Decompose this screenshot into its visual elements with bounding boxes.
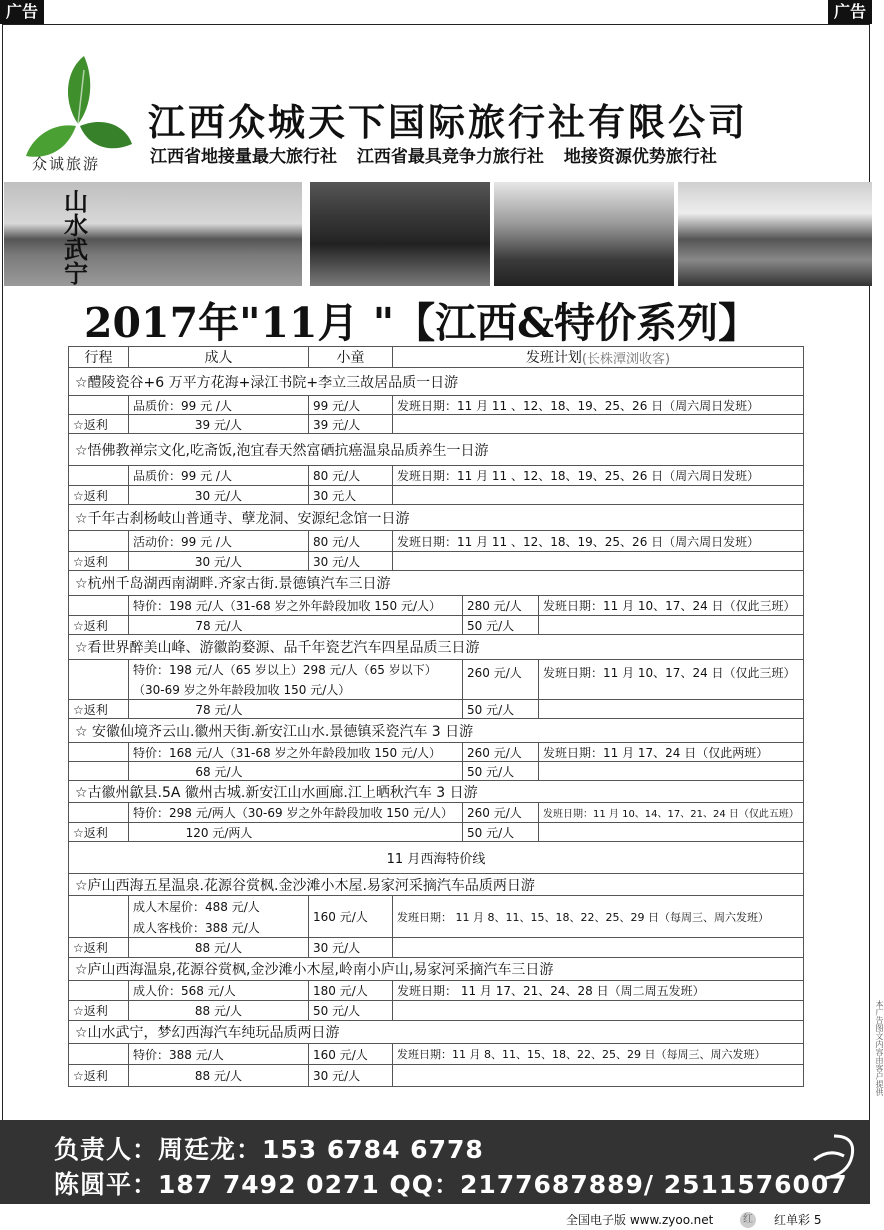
blank-cell bbox=[539, 823, 803, 841]
blank-cell bbox=[309, 700, 463, 718]
rebate-label: ☆返利 bbox=[69, 415, 129, 433]
blank-cell bbox=[309, 616, 463, 634]
tour-title: ☆庐山西海五星温泉.花源谷赏枫.金沙滩小木屋.易家河采摘汽车品质两日游 bbox=[75, 877, 535, 894]
price-row bbox=[68, 531, 804, 552]
blank-cell bbox=[69, 762, 129, 780]
tour-title-row bbox=[68, 434, 804, 466]
tour-title: ☆千年古刹杨岐山普通寺、孽龙洞、安源纪念馆一日游 bbox=[75, 510, 410, 527]
adult-price: 特价：198 元/人（31-68 岁之外年龄段加收 150 元/人） bbox=[129, 596, 463, 615]
rebate-label: ☆返利 bbox=[69, 552, 129, 570]
rebate-label: ☆返利 bbox=[69, 486, 129, 504]
schedule: 发班日期：11 月 10、17、24 日（仅此三班） bbox=[543, 666, 796, 680]
tour-title: ☆ 安徽仙境齐云山.徽州天街.新安江山水.景德镇采瓷汽车 3 日游 bbox=[75, 723, 474, 740]
tour-title-row bbox=[68, 719, 804, 743]
blank-cell bbox=[69, 396, 129, 414]
rebate-adult: 30 元/人 bbox=[129, 486, 309, 504]
rebate-adult: 88 元/人 bbox=[129, 1065, 309, 1086]
logo-text: 众诚旅游 bbox=[32, 155, 101, 173]
child-price: 160 元/人 bbox=[309, 1044, 393, 1064]
price-row bbox=[68, 466, 804, 486]
price-row bbox=[68, 396, 804, 415]
rebate-adult: 88 元/人 bbox=[129, 1001, 309, 1020]
tour-title-row bbox=[68, 368, 804, 396]
side-note: 本广告图文内容由客户提供 bbox=[875, 1000, 884, 1096]
tour-title-row bbox=[68, 1021, 804, 1044]
child-price: 260 元/人 bbox=[463, 743, 539, 761]
adult-price: 品质价：99 元 /人 bbox=[129, 466, 309, 485]
schedule: 发班日期：11 月 11 、12、18、19、25、26 日（周六周日发班） bbox=[397, 469, 760, 483]
rebate-label: ☆返利 bbox=[69, 700, 129, 718]
adult-price-line1: 特价：198 元/人（65 岁以上）298 元/人（65 岁以下） bbox=[133, 663, 437, 677]
contact-line-2: 陈圆平：187 7492 0271 QQ：2177687889/ 2511576007 bbox=[54, 1170, 848, 1199]
blank-cell bbox=[309, 762, 463, 780]
rebate-child: 50 元/人 bbox=[463, 700, 539, 718]
blank-cell bbox=[393, 938, 803, 957]
header-child: 小童 bbox=[309, 347, 393, 367]
adult-price-line2: （30-69 岁之外年龄段加收 150 元/人） bbox=[133, 683, 351, 697]
contact-footer bbox=[0, 1120, 870, 1204]
photo-mountain bbox=[494, 182, 674, 286]
rebate-adult: 120 元/两人 bbox=[185, 825, 253, 840]
tour-title: ☆山水武宁，梦幻西海汽车纯玩品质两日游 bbox=[75, 1025, 340, 1041]
rebate-row bbox=[68, 552, 804, 571]
child-price: 80 元/人 bbox=[309, 531, 393, 551]
child-price: 160 元/人 bbox=[309, 896, 393, 937]
table-header bbox=[68, 346, 804, 368]
adult-price: 特价：298 元/两人（30-69 岁之外年龄段加收 150 元/人） bbox=[129, 803, 463, 822]
child-price: 180 元/人 bbox=[309, 981, 393, 1000]
schedule: 发班日期： 11 月 8、11、15、18、22、25、29 日（每周三、周六发班） bbox=[397, 910, 769, 924]
header-route: 行程 bbox=[69, 347, 129, 367]
rebate-child: 50 元/人 bbox=[463, 762, 539, 780]
ad-label-right: 广告 bbox=[828, 0, 872, 24]
rebate-row bbox=[68, 700, 804, 719]
rebate-child: 30 元/人 bbox=[309, 1065, 393, 1086]
tour-title-row bbox=[68, 958, 804, 981]
tour-title-row bbox=[68, 874, 804, 896]
tour-title: ☆醴陵瓷谷+6 万平方花海+渌江书院+李立三故居品质一日游 bbox=[75, 374, 459, 391]
blank-cell bbox=[69, 1044, 129, 1064]
schedule: 发班日期：11 月 8、11、15、18、22、25、29 日（每周三、周六发班） bbox=[397, 1048, 766, 1061]
blank-cell bbox=[393, 486, 803, 504]
schedule: 发班日期：11 月 17、24 日（仅此两班） bbox=[543, 745, 769, 760]
rebate-adult: 68 元/人 bbox=[195, 764, 243, 779]
adult-price: 特价：388 元/人 bbox=[129, 1044, 309, 1064]
child-price: 260 元/人 bbox=[463, 660, 539, 699]
header-schedule-label: 发班计划 bbox=[525, 350, 582, 366]
price-row bbox=[68, 1044, 804, 1065]
rebate-row bbox=[68, 1065, 804, 1087]
blank-cell bbox=[393, 415, 803, 433]
schedule: 发班日期：11 月 11 、12、18、19、25、26 日（周六周日发班） bbox=[397, 398, 760, 413]
tour-title: ☆看世界醉美山峰、游徽韵婺源、品千年瓷艺汽车四星品质三日游 bbox=[75, 640, 480, 656]
schedule: 发班日期：11 月 10、14、17、21、24 日（仅此五班） bbox=[543, 809, 799, 820]
header-adult: 成人 bbox=[129, 347, 309, 367]
child-price: 260 元/人 bbox=[463, 803, 539, 822]
price-row bbox=[68, 660, 804, 700]
red-badge-icon: 红 bbox=[740, 1212, 756, 1228]
rebate-row bbox=[68, 823, 804, 842]
rebate-child: 50 元/人 bbox=[309, 1001, 393, 1020]
swirl-icon bbox=[804, 1130, 864, 1190]
price-row bbox=[68, 596, 804, 616]
photo-lake bbox=[4, 182, 302, 286]
rebate-adult: 78 元/人 bbox=[195, 702, 243, 717]
adult-price: 活动价：99 元 /人 bbox=[129, 531, 309, 551]
rebate-adult: 78 元/人 bbox=[195, 618, 243, 633]
website[interactable]: 全国电子版 www.zyoo.net bbox=[566, 1213, 714, 1227]
schedule: 发班日期： 11 月 17、21、24、28 日（周二周五发班） bbox=[397, 984, 705, 998]
blank-cell bbox=[69, 981, 129, 1000]
blank-cell bbox=[69, 803, 129, 822]
adult-price: 品质价：99 元 /人 bbox=[129, 396, 309, 414]
blank-cell bbox=[69, 596, 129, 615]
contact-line-1: 负责人：周廷龙：153 6784 6778 bbox=[54, 1135, 484, 1164]
header-schedule bbox=[393, 347, 803, 367]
child-price: 80 元/人 bbox=[309, 466, 393, 485]
price-row bbox=[68, 743, 804, 762]
company-name: 江西众城天下国际旅行社有限公司 bbox=[148, 100, 748, 144]
rebate-adult: 30 元/人 bbox=[129, 552, 309, 570]
tour-title: ☆庐山西海温泉,花源谷赏枫,金沙滩小木屋,岭南小庐山,易家河采摘汽车三日游 bbox=[75, 962, 554, 978]
rebate-child: 30 元/人 bbox=[309, 938, 393, 957]
rebate-row bbox=[68, 762, 804, 781]
blank-cell bbox=[539, 762, 803, 780]
blank-cell bbox=[393, 1065, 803, 1086]
page-number: 红单彩 5 bbox=[774, 1213, 822, 1227]
price-row bbox=[68, 981, 804, 1001]
rebate-child: 50 元/人 bbox=[463, 616, 539, 634]
photo-strip bbox=[4, 182, 872, 286]
adult-price-line2: 成人客栈价：388 元/人 bbox=[133, 920, 260, 935]
blank-cell bbox=[393, 1001, 803, 1020]
adult-price-line1: 成人木屋价：488 元/人 bbox=[133, 899, 260, 914]
blank-cell bbox=[393, 552, 803, 570]
adult-price bbox=[129, 896, 309, 937]
blank-cell bbox=[69, 896, 129, 937]
schedule: 发班日期：11 月 10、17、24 日（仅此三班） bbox=[543, 599, 796, 613]
schedule: 发班日期：11 月 11 、12、18、19、25、26 日（周六周日发班） bbox=[397, 534, 760, 549]
rebate-child: 39 元/人 bbox=[309, 415, 393, 433]
tour-title: ☆杭州千岛湖西南湖畔.齐家古街.景德镇汽车三日游 bbox=[75, 576, 391, 592]
rebate-label: ☆返利 bbox=[69, 1065, 129, 1086]
rebate-row bbox=[68, 486, 804, 505]
tour-title-row bbox=[68, 505, 804, 531]
tour-title: ☆悟佛教禅宗文化,吃斋饭,泡宜春天然富硒抗癌温泉品质养生一日游 bbox=[75, 442, 489, 459]
ad-label-left: 广告 bbox=[0, 0, 44, 24]
adult-price: 特价：168 元/人（31-68 岁之外年龄段加收 150 元/人） bbox=[129, 743, 463, 761]
header-schedule-note: (长株潭浏收客) bbox=[581, 351, 671, 367]
rebate-row bbox=[68, 616, 804, 635]
blank-cell bbox=[69, 660, 129, 699]
tour-title-row bbox=[68, 571, 804, 596]
rebate-adult: 39 元/人 bbox=[129, 415, 309, 433]
blank-cell bbox=[69, 743, 129, 761]
rebate-label: ☆返利 bbox=[69, 823, 129, 841]
headline: 2017年"11月 "【江西&特价系列】 bbox=[84, 299, 760, 347]
photo-river bbox=[678, 182, 872, 286]
rebate-row bbox=[68, 1001, 804, 1021]
rebate-child: 30 元/人 bbox=[309, 552, 393, 570]
blank-cell bbox=[539, 616, 803, 634]
section-label: 11 月西海特价线 bbox=[386, 852, 486, 867]
rebate-adult: 88 元/人 bbox=[129, 938, 309, 957]
blank-cell bbox=[69, 466, 129, 485]
blank-cell bbox=[69, 531, 129, 551]
tour-table bbox=[68, 346, 804, 1087]
rebate-child: 30 元人 bbox=[309, 486, 393, 504]
rebate-row bbox=[68, 415, 804, 434]
photo-street bbox=[310, 182, 490, 286]
tour-title: ☆古徽州歙县.5A 徽州古城.新安江山水画廊.江上晒秋汽车 3 日游 bbox=[75, 784, 478, 801]
adult-price: 成人价：568 元/人 bbox=[129, 981, 309, 1000]
price-row bbox=[68, 803, 804, 823]
section-row bbox=[68, 842, 804, 874]
blank-cell bbox=[309, 823, 463, 841]
rebate-label: ☆返利 bbox=[69, 616, 129, 634]
slogans: 江西省地接量最大旅行社 江西省最具竞争力旅行社 地接资源优势旅行社 bbox=[150, 147, 717, 167]
tour-title-row bbox=[68, 781, 804, 803]
tour-title-row bbox=[68, 635, 804, 660]
rebate-row bbox=[68, 938, 804, 958]
child-price: 99 元/人 bbox=[309, 396, 393, 414]
rebate-label: ☆返利 bbox=[69, 1001, 129, 1020]
price-row bbox=[68, 896, 804, 938]
child-price: 280 元/人 bbox=[463, 596, 539, 615]
rebate-label: ☆返利 bbox=[69, 938, 129, 957]
photo-caption: 山水武宁 bbox=[64, 187, 88, 286]
rebate-child: 50 元/人 bbox=[463, 823, 539, 841]
blank-cell bbox=[539, 700, 803, 718]
adult-price bbox=[129, 660, 463, 699]
